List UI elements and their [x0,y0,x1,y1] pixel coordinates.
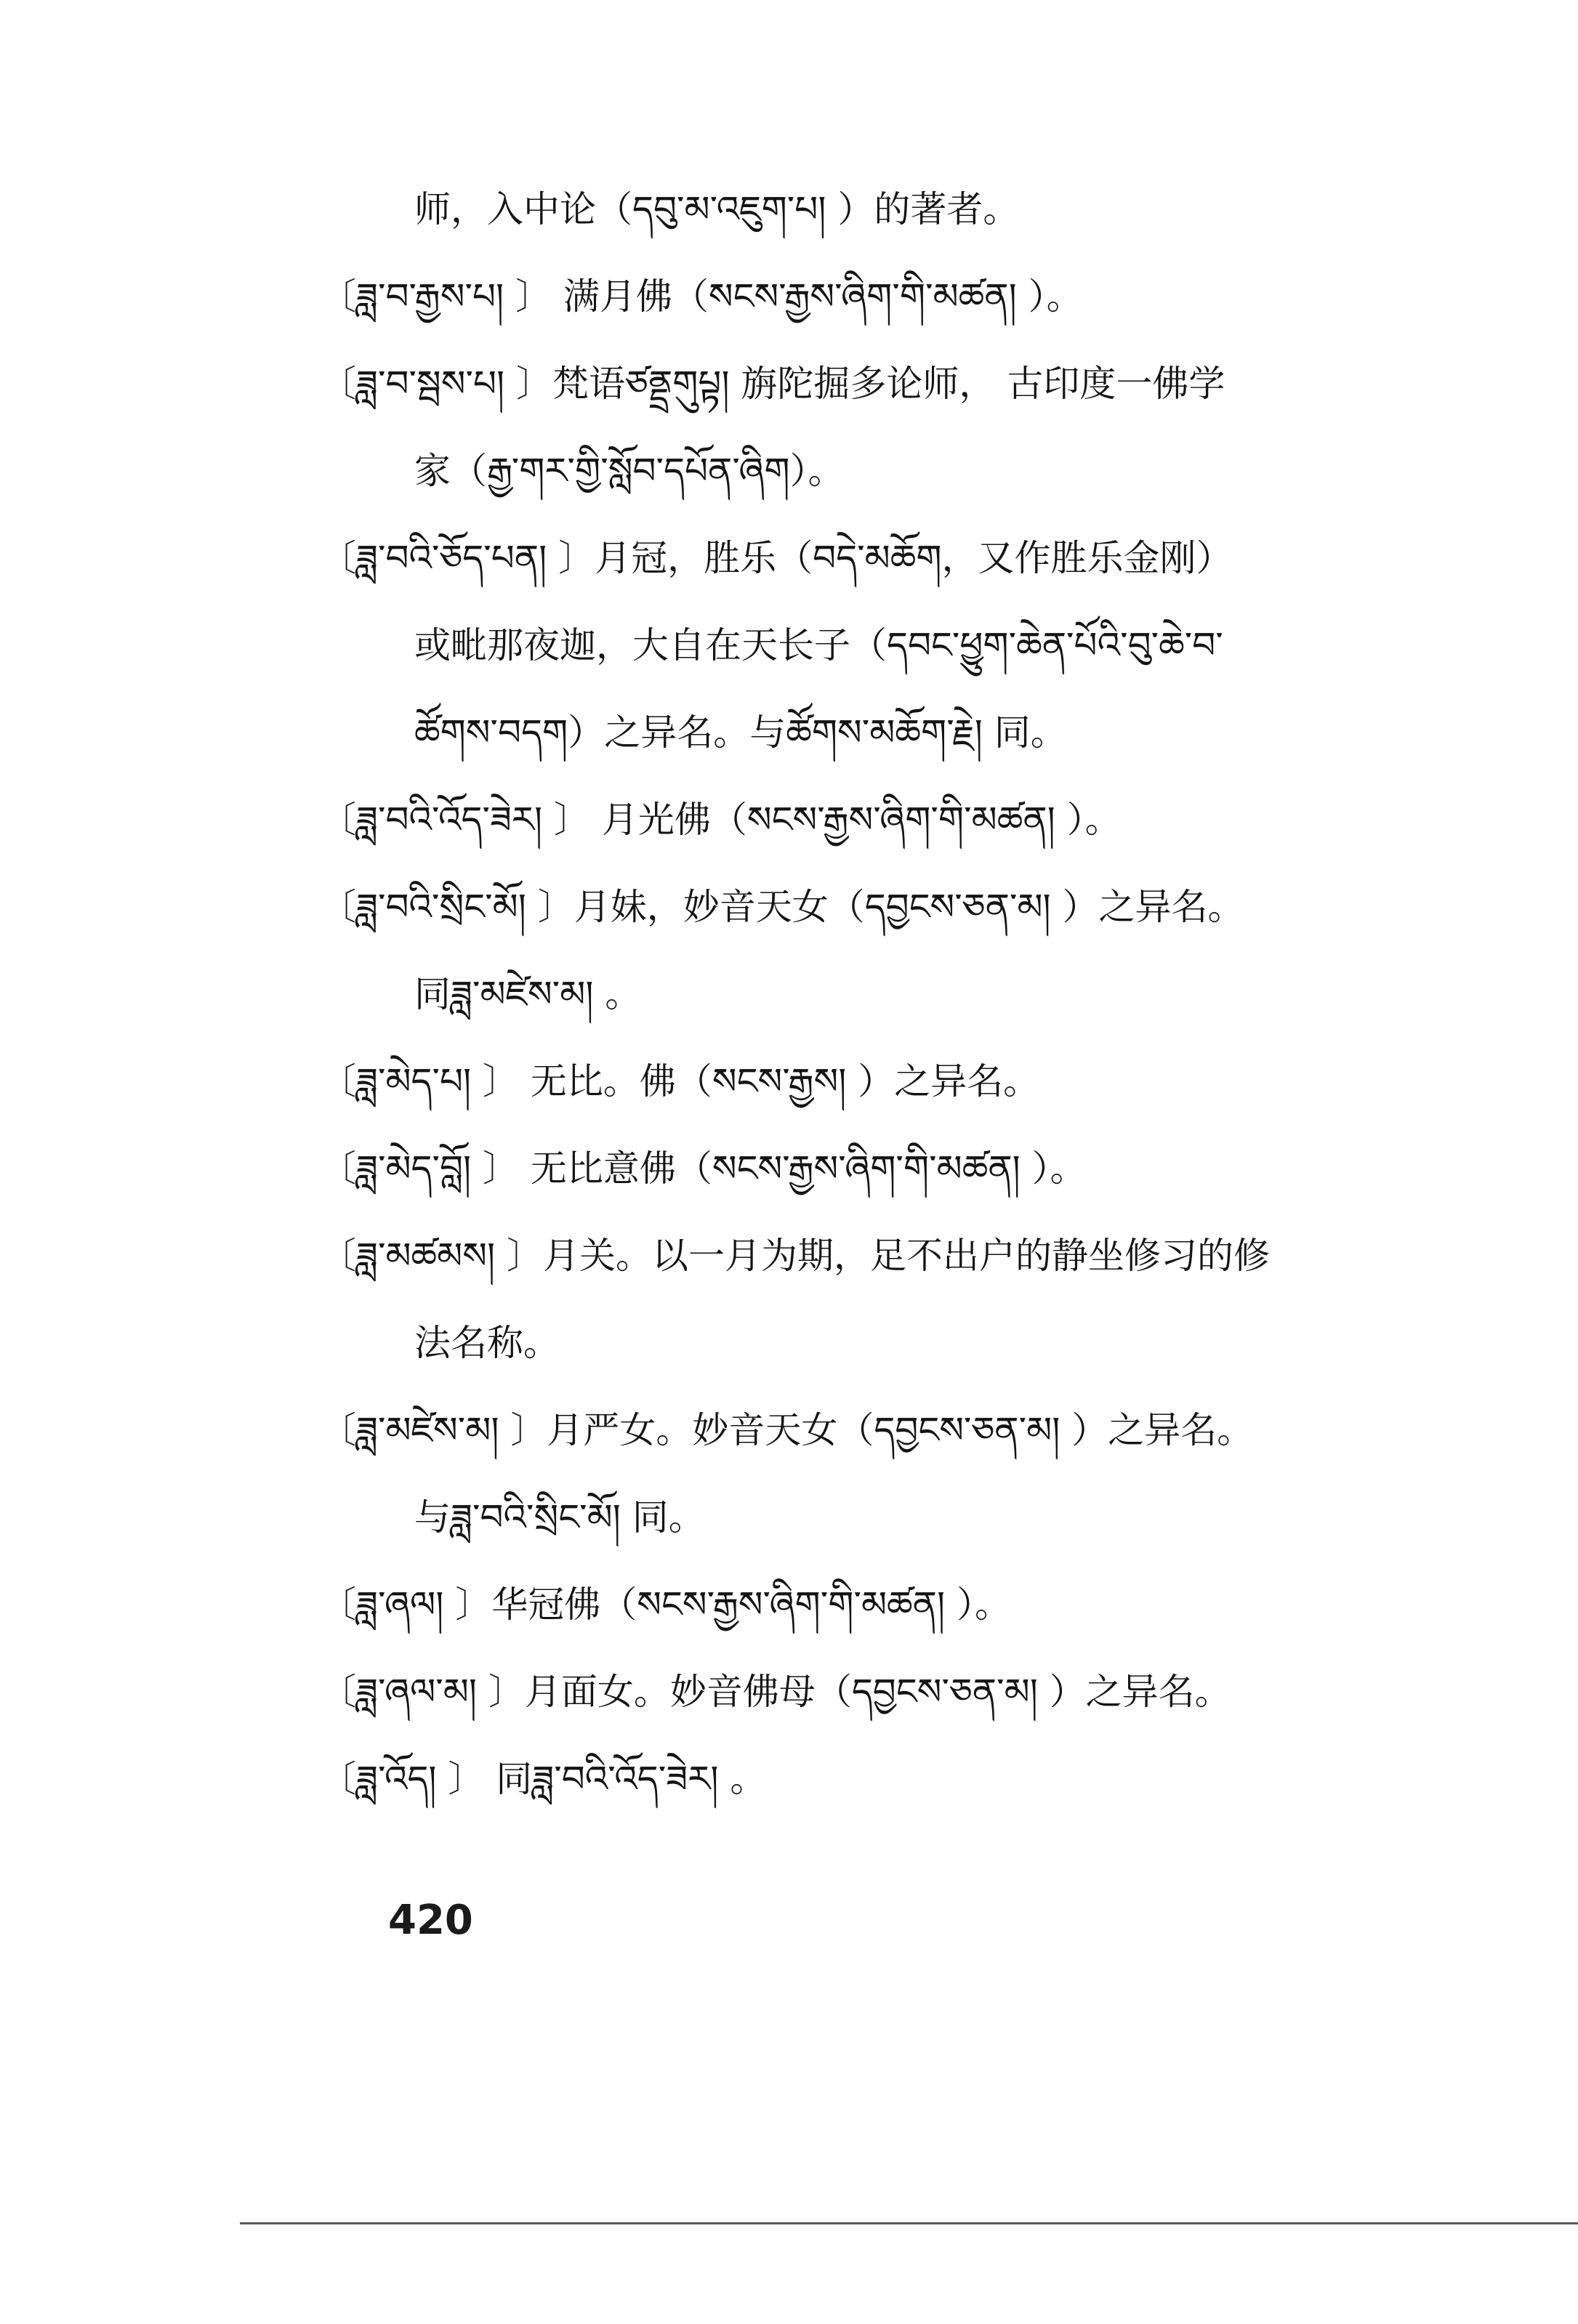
dictionary-text [320,166,1454,1823]
entry-line: ཚོགས་བདག）之异名。与ཚོགས་མཆོག་རྗེ། 同。 [414,711,1067,754]
entry-line: 家（རྒྱ་གར་གྱི་སློབ་དཔོན་ཞིག）。 [414,450,845,492]
entry-line: 同ཟླ་མཛེས་མ། 。 [414,973,642,1015]
entry-line: 或毗那夜迦，大自在天长子（དབང་ཕྱུག་ཆེན་པོའི་བུ་ཆེ་བ་ [414,624,1223,666]
entry-line: 〔ཟླ་ཞལ། 〕华冠佛（སངས་རྒྱས་ཞིག་གི་མཚན། ）。 [320,1583,1011,1626]
entry-line: 〔ཟླ་མེད་པ། 〕 无比。佛（སངས་རྒྱས། ）之异名。 [320,1060,1040,1102]
entry-line: 师，入中论（དབུ་མ་འཇུག་པ། ）的著者。 [414,188,1020,230]
entry-line: 〔ཟླ་མཛེས་མ། 〕月严女。妙音天女（དབྱངས་ཅན་མ། ）之异名。 [320,1409,1254,1451]
footer-rule [240,2222,1578,2224]
entry-line: 〔ཟླ་བ་རྒྱས་པ། 〕 满月佛（སངས་རྒྱས་ཞིག་གི་མཚན། ）。 [320,275,1083,318]
entry-line: 法名称。 [414,1322,560,1364]
entry-line: 〔ཟླ་བའི་འོད་ཟེར། 〕 月光佛（སངས་རྒྱས་ཞིག་གི་མཚན། ）。 [320,799,1122,841]
entry-line: 〔ཟླ་བའི་སྲིང་མོ། 〕月妹，妙音天女（དབྱངས་ཅན་མ། ）之异名。 [320,886,1244,928]
entry-line: 〔ཟླ་བའི་ཅོད་པན། 〕月冠，胜乐（བདེ་མཆོག，又作胜乐金刚） [320,537,1233,579]
entry-line: 〔ཟླ་མེད་བློ། 〕 无比意佛（སངས་རྒྱས་ཞིག་གི་མཚན། ）。 [320,1147,1087,1190]
entry-line: 〔ཟླ་བ་སྦས་པ། 〕梵语ཙནྡྲགུཔྟ། 旃陀掘多论师， 古印度一佛学 [320,363,1225,405]
entry-line: 〔ཟླ་ཞལ་མ། 〕月面女。妙音佛母（དབྱངས་ཅན་མ། ）之异名。 [320,1671,1231,1713]
entry-line: 与ཟླ་བའི་སྲིང་མོ། 同。 [414,1496,705,1538]
entry-line: 〔ཟླ་མཚམས། 〕月关。以一月为期，足不出户的静坐修习的修 [320,1235,1270,1277]
page-number: 420 [388,1897,473,1944]
entry-line: 〔ཟླ་འོད། 〕 同ཟླ་བའི་འོད་ཟེར། 。 [320,1758,767,1800]
